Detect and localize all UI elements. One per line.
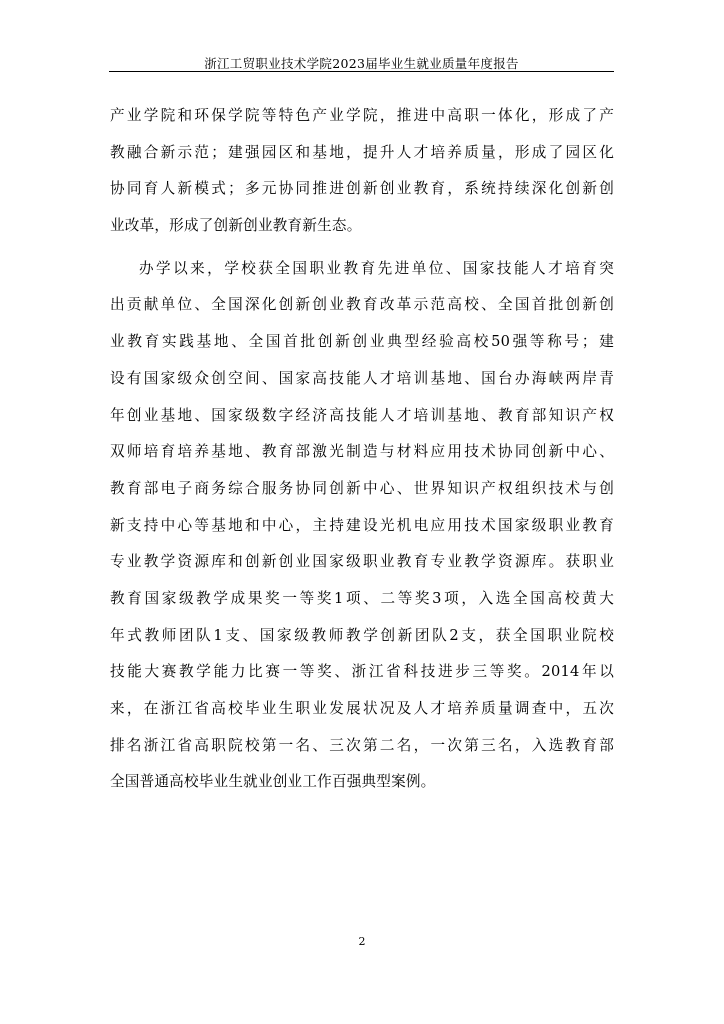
paragraph-2-line-3: 业教育实践基地、全国首批创新创业典型经验高校50强等称号；建: [110, 333, 614, 351]
paragraph-2-line-7: 教育部电子商务综合服务协同创新中心、世界知识产权组织技术与创: [110, 479, 614, 497]
paragraph-2-line-13: 来，在浙江省高校毕业生职业发展状况及人才培养质量调查中，五次: [110, 700, 614, 717]
paragraph-2-line-9: 专业教学资源库和创新创业国家级职业教育专业教学资源库。获职业: [110, 553, 614, 571]
header-divider: [109, 71, 614, 72]
paragraph-2-line-2: 出贡献单位、全国深化创新创业教育改革示范高校、全国首批创新创: [110, 296, 614, 314]
paragraph-2-line-14: 排名浙江省高职院校第一名、三次第二名，一次第三名，入选教育部: [110, 736, 614, 754]
page-header: 浙江工贸职业技术学院2023届毕业生就业质量年度报告: [204, 56, 519, 71]
paragraph-2-line-11: 年式教师团队1支、国家级教师教学创新团队2支，获全国职业院校: [110, 626, 614, 644]
paragraph-2-line-4: 设有国家级众创空间、国家高技能人才培训基地、国台办海峡两岸青: [110, 369, 614, 387]
paragraph-2-line-6: 双师培育培养基地、教育部激光制造与材料应用技术协同创新中心、: [110, 443, 614, 461]
paragraph-1-line-1: 产业学院和环保学院等特色产业学院，推进中高职一体化，形成了产: [110, 107, 614, 124]
paragraph-1-line-3: 协同育人新模式；多元协同推进创新创业教育，系统持续深化创新创: [110, 180, 614, 198]
paragraph-2-line-12: 技能大赛教学能力比赛一等奖、浙江省科技进步三等奖。2014年以: [110, 663, 614, 681]
paragraph-2-line-8: 新支持中心等基地和中心，主持建设光机电应用技术国家级职业教育: [110, 516, 614, 534]
paragraph-1-line-4: 业改革，形成了创新创业教育新生态。: [110, 217, 362, 235]
page-number: 2: [358, 935, 366, 948]
paragraph-2-line-15: 全国普通高校毕业生就业创业工作百强典型案例。: [110, 773, 436, 791]
paragraph-2-line-10: 教育国家级教学成果奖一等奖1项、二等奖3项，入选全国高校黄大: [110, 589, 614, 607]
paragraph-2-line-1: 办学以来，学校获全国职业教育先进单位、国家技能人才培育突: [139, 259, 614, 277]
document-body: [110, 98, 614, 801]
paragraph-2-line-5: 年创业基地、国家级数字经济高技能人才培训基地、教育部知识产权: [110, 406, 614, 424]
paragraph-1-line-2: 教融合新示范；建强园区和基地，提升人才培养质量，形成了园区化: [110, 143, 614, 161]
